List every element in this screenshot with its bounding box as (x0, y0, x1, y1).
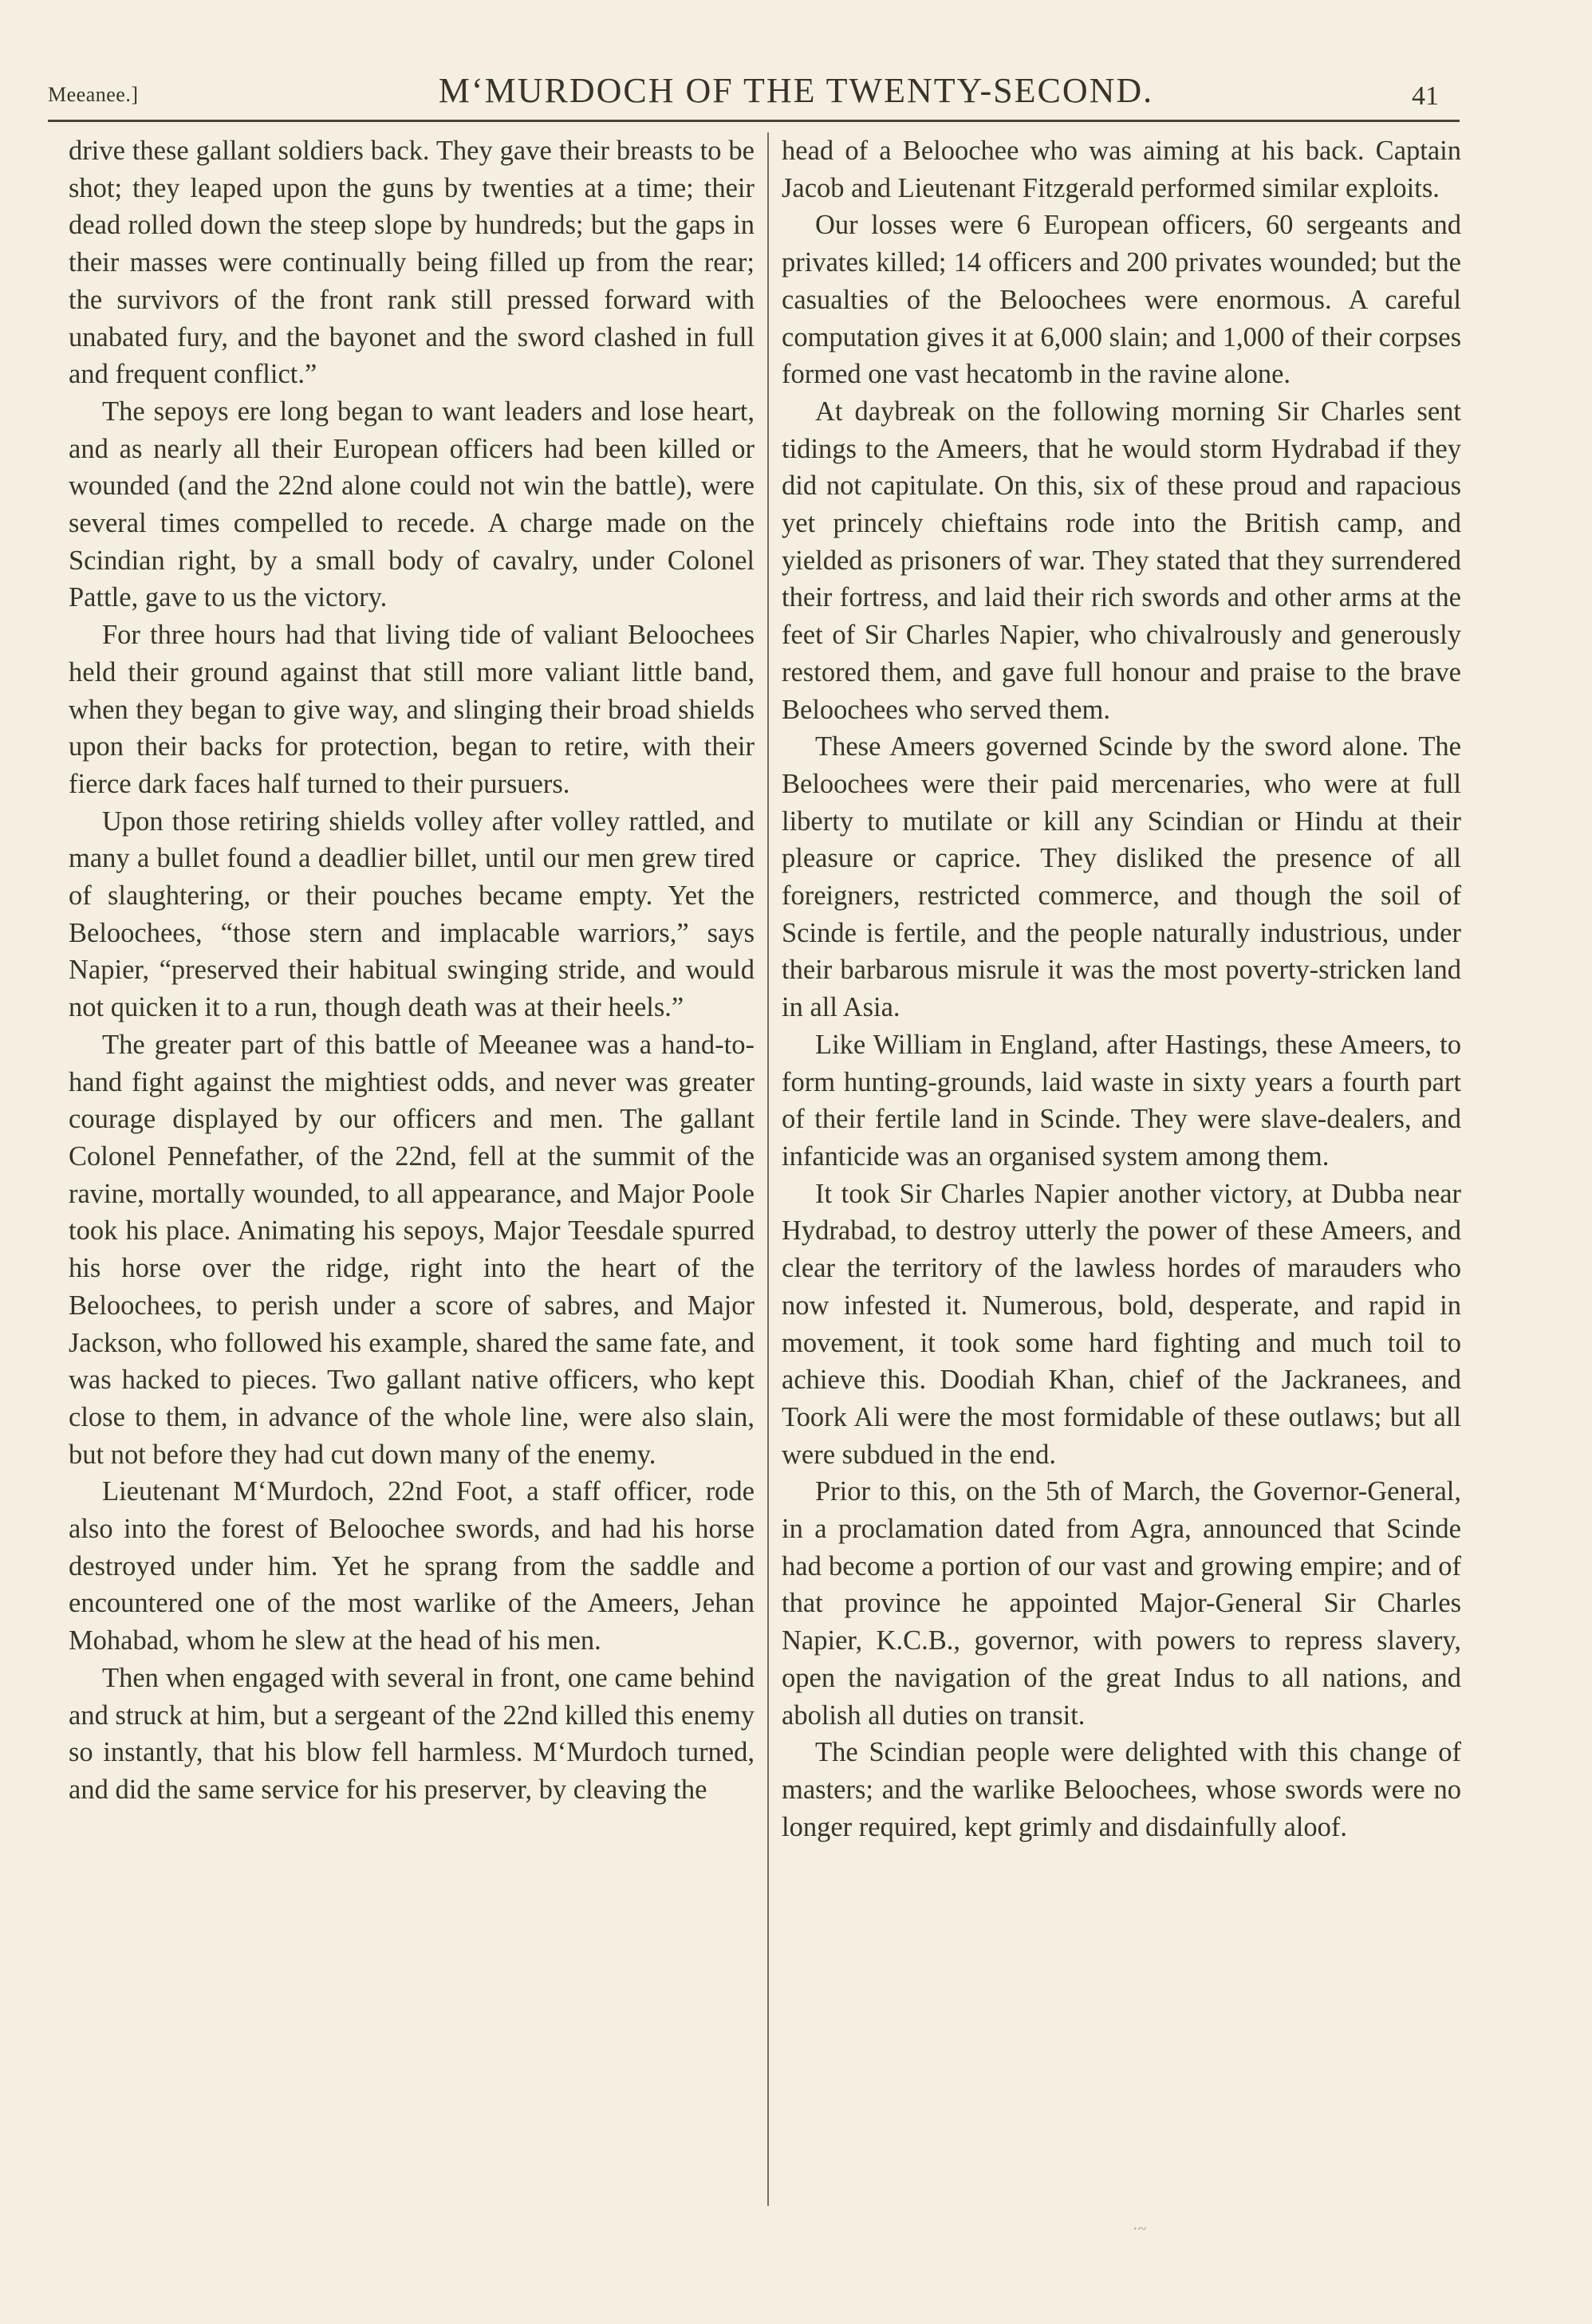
paragraph: Prior to this, on the 5th of March, the Governor-General, in a proclamation dated from Agra, announced that Scinde had become a portion of our vast and growing empire; and of that province he appointed Major-General Sir Charles Napier, K.C.B., governor, with powers to repress slavery, open the navigation of the great Indus to all nations, and abolish all duties on transit. (782, 1476, 1461, 1731)
paragraph: It took Sir Charles Napier another victory, at Dubba near Hydrabad, to destroy utterly the power of these Ameers, and clear the territory of the lawless hordes of marauders who now infested it. Numerous, bold, desperate, and rapid in movement, it took some hard fighting and much toil to achieve this. Doodiah Khan, chief of the Jackranees, and Toork Ali were the most formidable of these outlaws; but all were subdued in the end. (782, 1178, 1461, 1470)
running-head-section: Meeanee.] (48, 83, 139, 106)
paragraph: drive these gallant soldiers back. They gave their breasts to be shot; they leaped upon the guns by twenties at a time; their dead rolled down the steep slope by hundreds; but the gaps in their masses were continually being filled up from the rear; the survivors of the front rank still pressed forward with unabated fury, and the bayonet and the sword clashed in full and frequent conflict.” (69, 136, 755, 390)
paragraph: The greater part of this battle of Meeanee was a hand-to-hand fight against the mightiest odds, and never was greater courage displayed by our officers and men. The gallant Colonel Pennefather, of the 22nd, fell at the summit of the ravine, mortally wounded, to all appearance, and Major Poole took his place. Animating his sepoys, Major Teesdale spurred his horse over the ridge, right into the heart of the Beloochees, to perish under a score of sabres, and Major Jackson, who followed his example, shared the same fate, and was hacked to pieces. Two gallant native officers, who kept close to them, in advance of the whole line, were also slain, but not before they had cut down many of the enemy. (69, 1029, 755, 1470)
header-rule (48, 120, 1460, 122)
paragraph: Lieutenant M‘Murdoch, 22nd Foot, a staff officer, rode also into the forest of Beloochee swords, and had his horse destroyed under him. Yet he sprang from the saddle and encountered one of the most warlike of the Ameers, Jehan Mohabad, whom he slew at the head of his men. (69, 1476, 755, 1656)
column-divider (767, 132, 769, 2206)
right-column (782, 132, 1461, 1845)
paragraph: At daybreak on the following morning Sir Charles sent tidings to the Ameers, that he would storm Hydrabad if they did not capitulate. On this, six of these proud and rapacious yet princely chieftains rode into the British camp, and yielded as prisoners of war. They stated that they surrendered their fortress, and laid their rich swords and other arms at the feet of Sir Charles Napier, who chivalrously and generously restored them, and gave full honour and praise to the brave Beloochees who served them. (782, 396, 1461, 725)
page-number: 41 (1412, 81, 1439, 111)
paragraph: Like William in England, after Hastings, these Ameers, to form hunting-grounds, laid waste in sixty years a fourth part of their fertile land in Scinde. They were slave-dealers, and infanticide was an organised system among them. (782, 1029, 1461, 1172)
left-column (69, 132, 755, 1809)
paragraph: Then when engaged with several in front, one came behind and struck at him, but a sergeant of the 22nd killed this enemy so instantly, that his blow fell harmless. M‘Murdoch turned, and did the same service for his preserver, by cleaving the (69, 1662, 755, 1805)
paragraph: head of a Beloochee who was aiming at his back. Captain Jacob and Lieutenant Fitzgerald performed similar exploits. (782, 136, 1461, 203)
print-speck: ·~ (1133, 2220, 1147, 2238)
paragraph: For three hours had that living tide of valiant Beloochees held their ground against that still more valiant little band, when they began to give way, and slinging their broad shields upon their backs for protection, began to retire, with their fierce dark faces half turned to their pursuers. (69, 620, 755, 799)
paragraph: These Ameers governed Scinde by the sword alone. The Beloochees were their paid mercenaries, who were at full liberty to mutilate or kill any Scindian or Hindu at their pleasure or caprice. They disliked the presence of all foreigners, restricted commerce, and though the soil of Scinde is fertile, and the people naturally industrious, under their barbarous misrule it was the most poverty-stricken land in all Asia. (782, 731, 1461, 1023)
paragraph: The Scindian people were delighted with this change of masters; and the warlike Beloochees, whose swords were no longer required, kept grimly and disdainfully aloof. (782, 1737, 1461, 1842)
paragraph: Upon those retiring shields volley after volley rattled, and many a bullet found a deadlier billet, until our men grew tired of slaughtering, or their pouches became empty. Yet the Beloochees, “those stern and implacable warriors,” says Napier, “preserved their habitual swinging stride, and would not quicken it to a run, though death was at their heels.” (69, 806, 755, 1023)
paragraph: Our losses were 6 European officers, 60 sergeants and privates killed; 14 officers and 200 privates wounded; but the casualties of the Beloochees were enormous. A careful computation gives it at 6,000 slain; and 1,000 of their corpses formed one vast hecatomb in the ravine alone. (782, 210, 1461, 390)
running-head-title: M‘MURDOCH OF THE TWENTY-SECOND. (438, 71, 1154, 110)
paragraph: The sepoys ere long began to want leaders and lose heart, and as nearly all their European officers had been killed or wounded (and the 22nd alone could not win the battle), were several times compelled to recede. A charge made on the Scindian right, by a small body of cavalry, under Colonel Pattle, gave to us the victory. (69, 396, 755, 613)
